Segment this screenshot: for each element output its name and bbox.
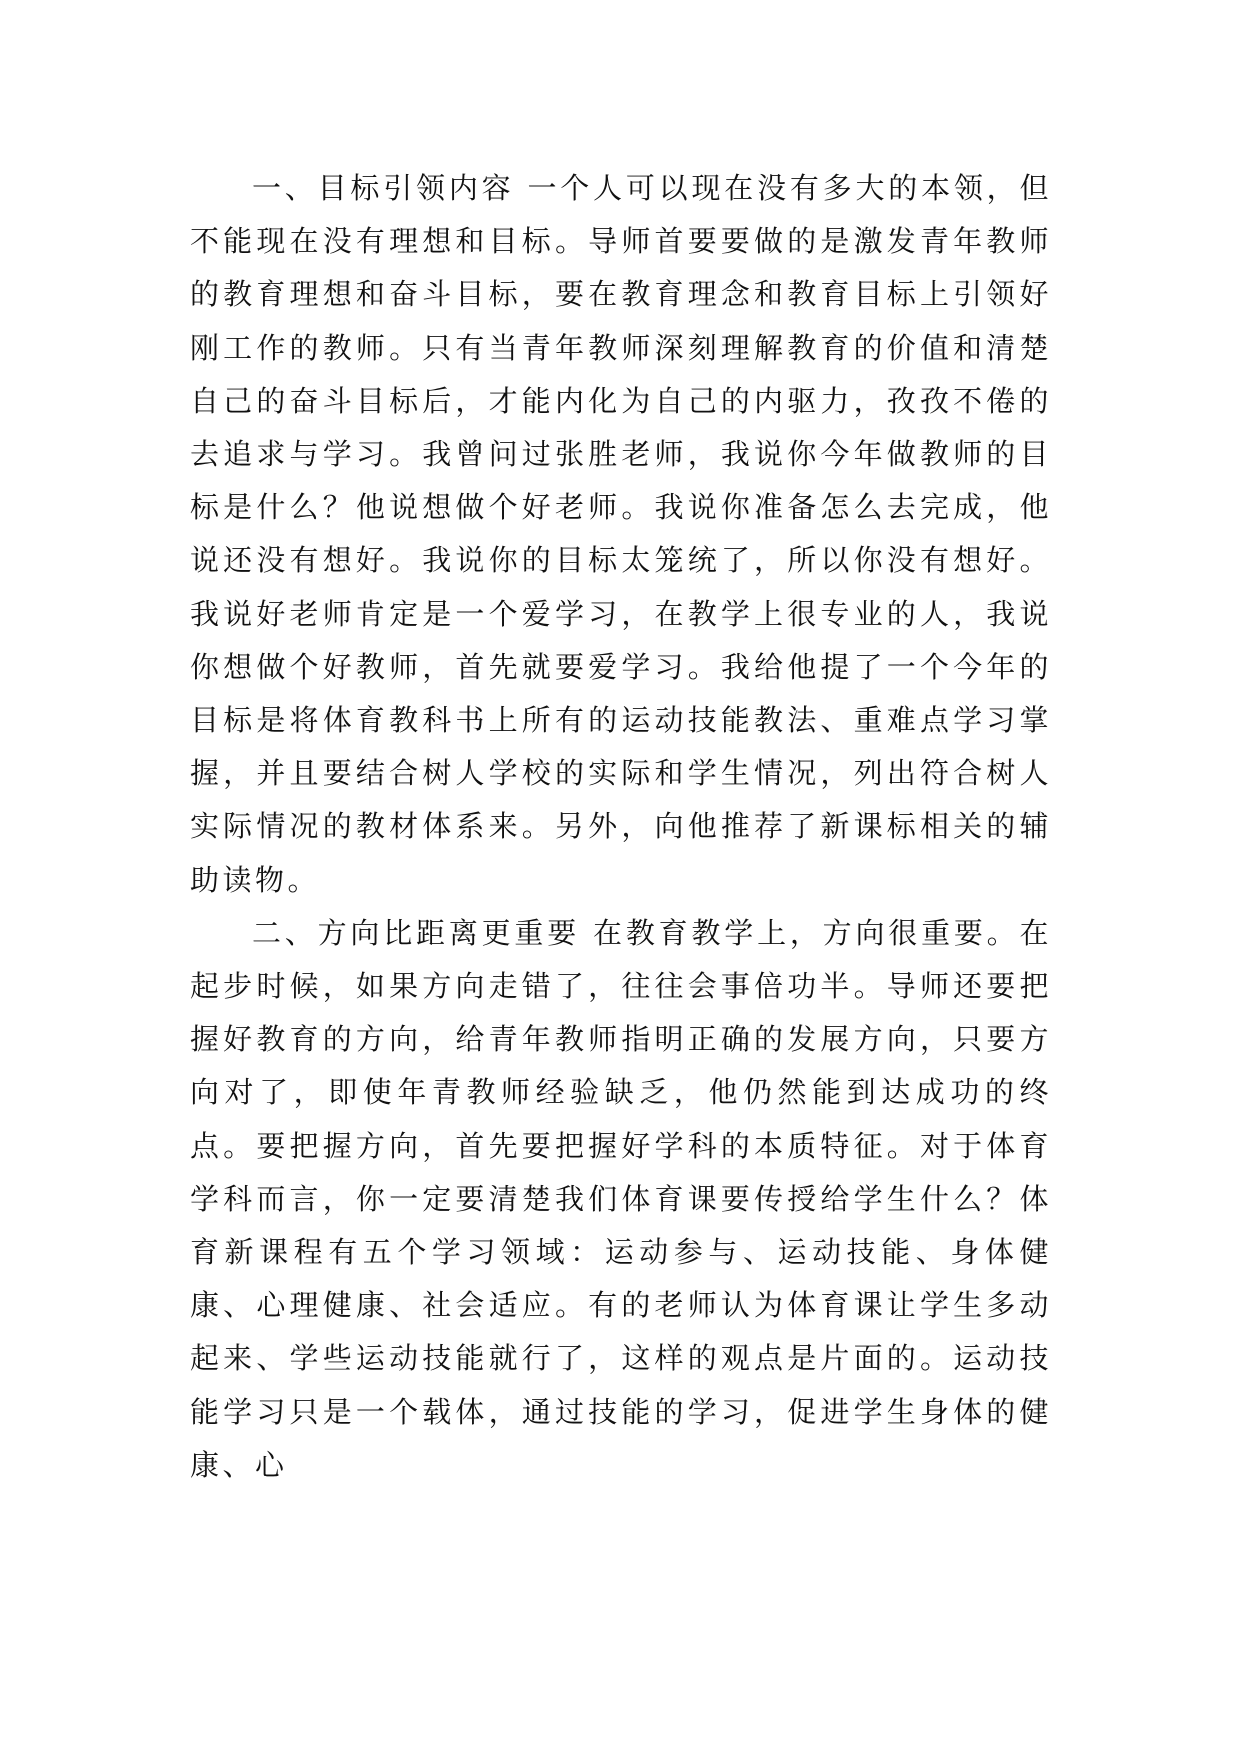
paragraph-goal-guidance: 一、目标引领内容 一个人可以现在没有多大的本领，但不能现在没有理想和目标。导师首要要做的是激发青年教师的教育理想和奋斗目标，要在教育理念和教育目标上引领好刚工作的教师。只有当青年教师深刻理解教育的价值和清楚自己的奋斗目标后，才能内化为自己的内驱力，孜孜不倦的去追求与学习。我曾问过张胜老师，我说你今年做教师的目标是什么？他说想做个好老师。我说你准备怎么去完成，他说还没有想好。我说你的目标太笼统了，所以你没有想好。我说好老师肯定是一个爱学习，在教学上很专业的人，我说你想做个好教师，首先就要爱学习。我给他提了一个今年的目标是将体育教科书上所有的运动技能教法、重难点学习掌握，并且要结合树人学校的实际和学生情况，列出符合树人实际情况的教材体系来。另外，向他推荐了新课标相关的辅助读物。 [190, 171, 1052, 897]
document-body [190, 162, 1052, 1492]
paragraph-direction: 二、方向比距离更重要 在教育教学上，方向很重要。在起步时候，如果方向走错了，往往会事倍功半。导师还要把握好教育的方向，给青年教师指明正确的发展方向，只要方向对了，即使年青教师经验缺乏，他仍然能到达成功的终点。要把握方向，首先要把握好学科的本质特征。对于体育学科而言，你一定要清楚我们体育课要传授给学生什么？体育新课程有五个学习领域：运动参与、运动技能、身体健康、心理健康、社会适应。有的老师认为体育课让学生多动起来、学些运动技能就行了，这样的观点是片面的。运动技能学习只是一个载体，通过技能的学习，促进学生身体的健康、心 [190, 915, 1052, 1482]
